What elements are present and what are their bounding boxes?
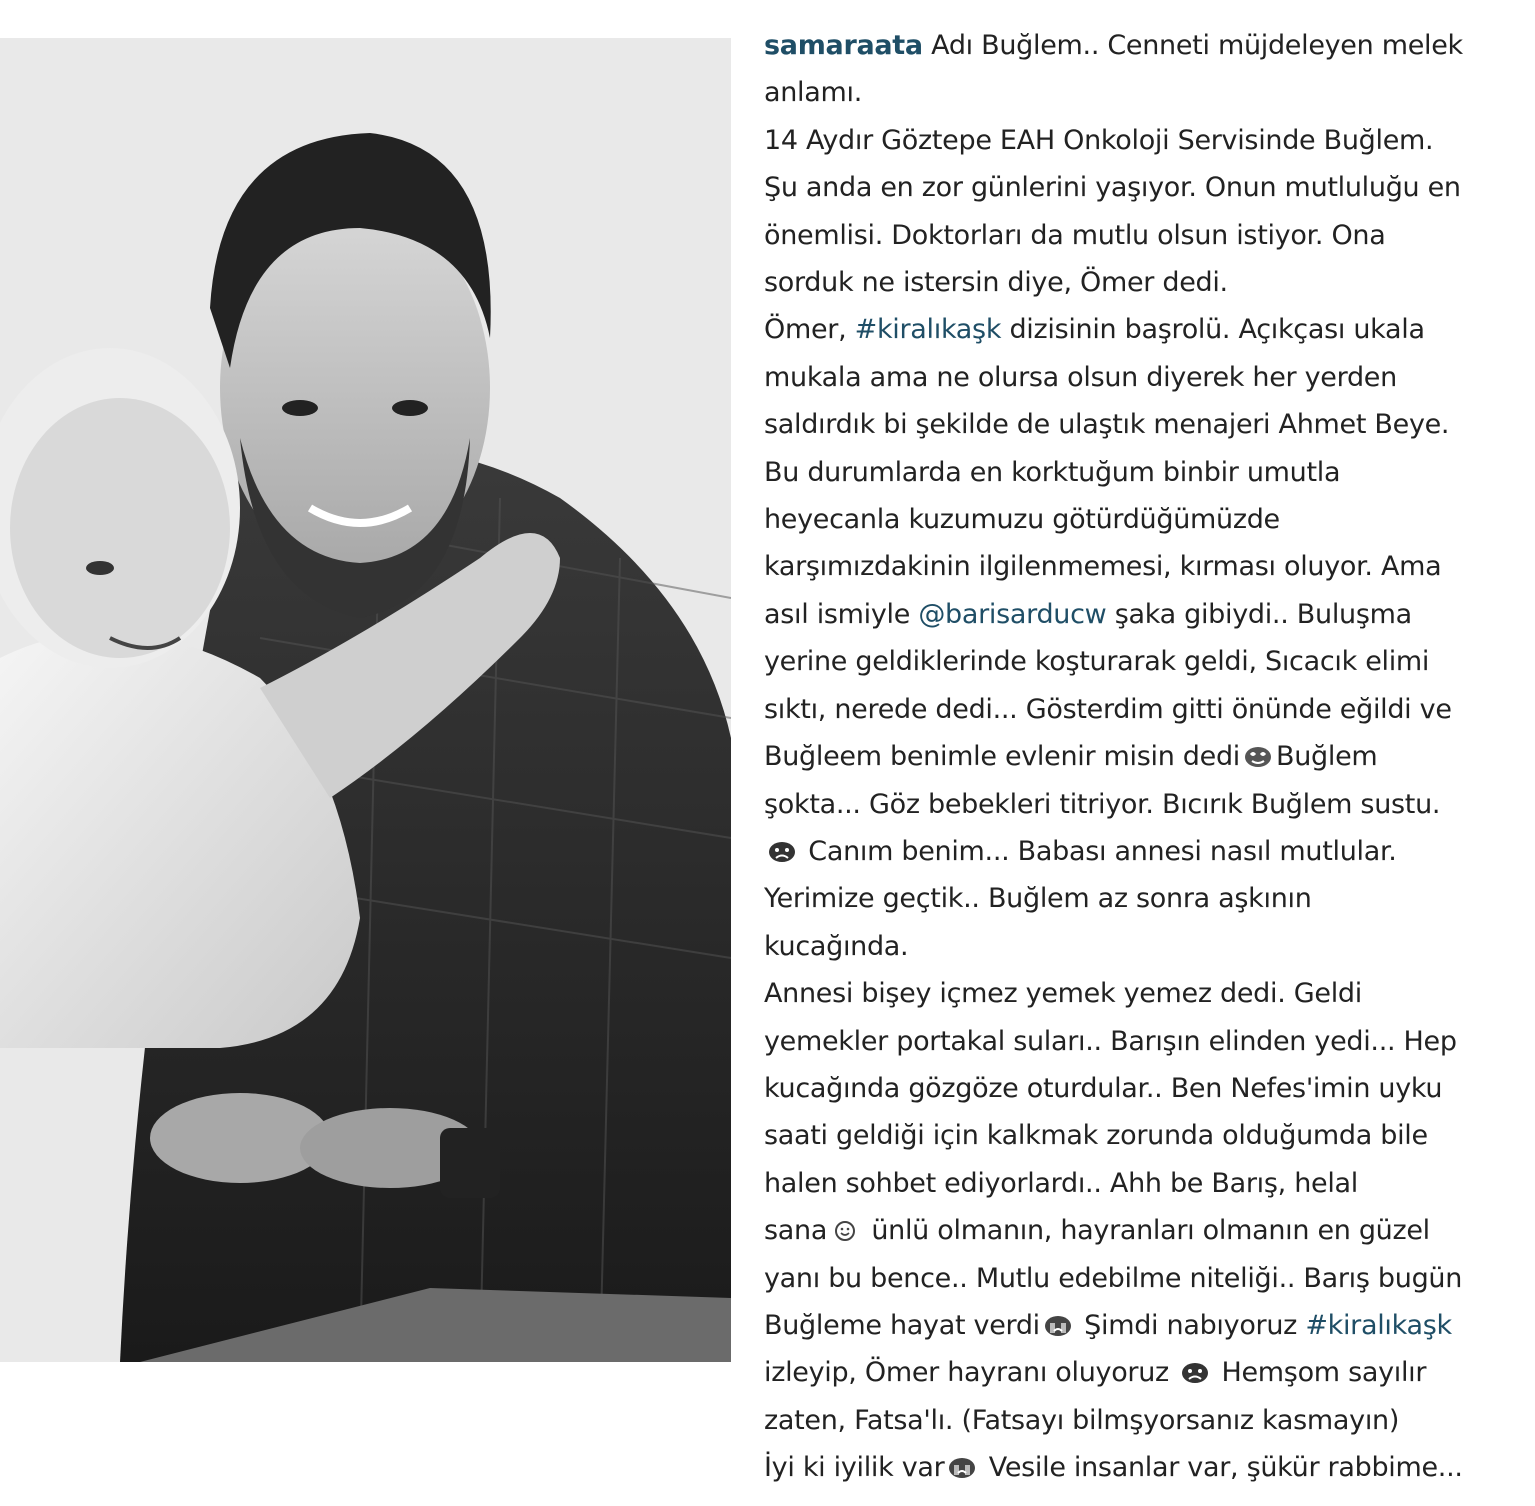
photo-illustration — [0, 38, 731, 1362]
caption-line: yemekler portakal suları.. Barışın elinden yedi... Hep — [764, 1025, 1457, 1057]
caption-line: Yerimize geçtik.. Buğlem az sonra aşkının — [764, 883, 1312, 915]
heart-eyes-icon — [1244, 746, 1272, 768]
caption-line: saldırdık bi şekilde de ulaştık menajeri Ahmet Beye. — [764, 409, 1450, 441]
post-photo — [0, 38, 731, 1362]
caption-line: Annesi bişey içmez yemek yemez dedi. Geldi — [764, 978, 1362, 1010]
sobbing-face-icon — [948, 1457, 976, 1479]
caption-line: sorduk ne istersin diye, Ömer dedi. — [764, 267, 1228, 299]
caption-line: kucağında gözgöze oturdular.. Ben Nefes'imin uyku — [764, 1072, 1443, 1104]
mention-link[interactable]: @barisarducw — [918, 598, 1107, 630]
caption-line: saati geldiği için kalkmak zorunda olduğumda bile — [764, 1120, 1428, 1152]
crying-face-icon — [1181, 1362, 1209, 1384]
caption-line: kucağında. — [764, 930, 909, 962]
caption-line: sana ünlü olmanın, hayranları olmanın en güzel — [764, 1215, 1430, 1247]
caption-line: anlamı. — [764, 77, 862, 109]
caption-line: halen sohbet ediyorlardı.. Ahh be Barış, helal — [764, 1167, 1358, 1199]
caption-line: asıl ismiyle @barisarducw şaka gibiydi.. Buluşma — [764, 598, 1412, 630]
caption-line: sıktı, nerede dedi... Gösterdim gitti önünde eğildi ve — [764, 693, 1452, 725]
caption-line: izleyip, Ömer hayranı oluyoruz Hemşom sayılır — [764, 1357, 1427, 1389]
post-caption — [764, 22, 1524, 1492]
caption-line: Şu anda en zor günlerini yaşıyor. Onun mutluluğu en — [764, 172, 1461, 204]
smiley-face-icon — [831, 1220, 859, 1242]
caption-line: Buğleem benimle evlenir misin dedi Buğlem — [764, 741, 1378, 773]
caption-line: yerine geldiklerinde koşturarak geldi, Sıcacık elimi — [764, 646, 1430, 678]
caption-line: mukala ama ne olursa olsun diyerek her yerden — [764, 361, 1397, 393]
caption-line: Canım benim... Babası annesi nasıl mutlular. — [764, 828, 1524, 875]
caption-line: şokta... Göz bebekleri titriyor. Bıcırık Buğlem sustu. — [764, 788, 1441, 820]
hashtag-link[interactable]: #kiralıkaşk — [854, 314, 1002, 346]
caption-line: Ömer, #kiralıkaşk dizisinin başrolü. Açıkçası ukala — [764, 314, 1425, 346]
caption-line: samaraata Adı Buğlem.. Cenneti müjdeleyen melek — [764, 30, 1463, 61]
caption-line: yanı bu bence.. Mutlu edebilme niteliği.. Barış bugün — [764, 1262, 1463, 1294]
caption-line: 14 Aydır Göztepe EAH Onkoloji Servisinde Buğlem. — [764, 124, 1434, 156]
caption-line: karşımızdakinin ilgilenmemesi, kırması oluyor. Ama — [764, 551, 1442, 583]
caption-line: önemlisi. Doktorları da mutlu olsun istiyor. Ona — [764, 219, 1386, 251]
caption-line: zaten, Fatsa'lı. (Fatsayı bilmşyorsanız kasmayın) — [764, 1404, 1400, 1436]
hashtag-link[interactable]: #kiralıkaşk — [1305, 1309, 1452, 1341]
sobbing-face-icon — [1044, 1315, 1072, 1337]
caption-line: heyecanla kuzumuzu götürdüğümüzde — [764, 504, 1280, 536]
caption-line: Buğleme hayat verdi Şimdi nabıyoruz #kiralıkaşk — [764, 1309, 1452, 1341]
username-link[interactable]: samaraata — [764, 30, 923, 61]
crying-face-icon — [768, 841, 796, 863]
caption-line: Bu durumlarda en korktuğum binbir umutla — [764, 456, 1341, 488]
caption-line: İyi ki iyilik var Vesile insanlar var, şükür rabbime... — [764, 1452, 1463, 1484]
